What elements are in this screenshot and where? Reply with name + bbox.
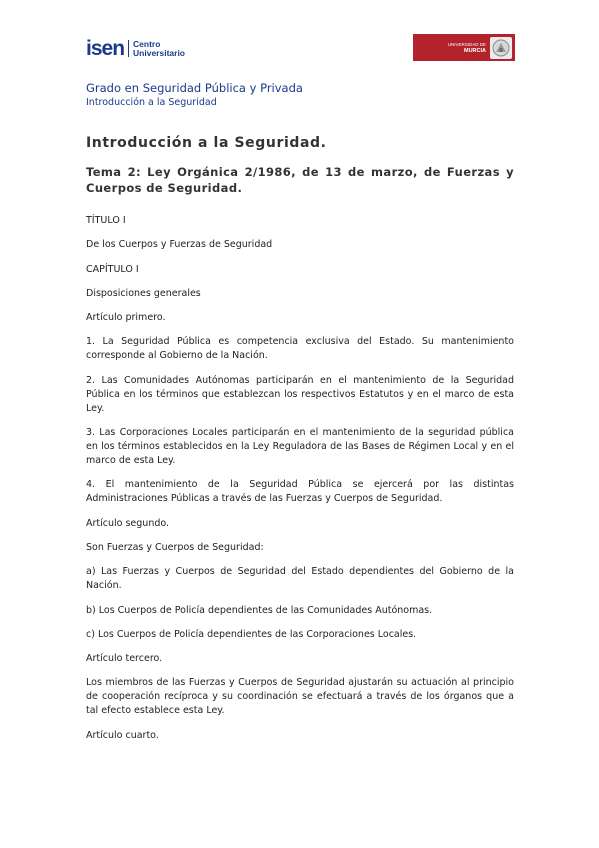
paragraph: Artículo cuarto. <box>86 729 159 741</box>
university-logo-text <box>448 42 486 54</box>
paragraph: Disposiciones generales <box>86 287 201 299</box>
paragraph: CAPÍTULO I <box>86 263 139 275</box>
isen-logo <box>86 38 185 59</box>
paragraph: Son Fuerzas y Cuerpos de Seguridad: <box>86 541 264 553</box>
paragraph: a) Las Fuerzas y Cuerpos de Seguridad del Estado dependientes del Gobierno de la Nación. <box>86 566 514 592</box>
paragraph: De los Cuerpos y Fuerzas de Seguridad <box>86 239 273 251</box>
document-subtitle: Tema 2: Ley Orgánica 2/1986, de 13 de marzo, de Fuerzas y Cuerpos de Seguridad. <box>86 165 514 195</box>
isen-logo-text <box>133 40 185 58</box>
paragraph: 1. La Seguridad Pública es competencia exclusiva del Estado. Su mantenimiento corresponde al Gobierno de la Nación. <box>86 336 514 362</box>
paragraph: b) Los Cuerpos de Policía dependientes de las Comunidades Autónomas. <box>86 604 433 616</box>
paragraph: c) Los Cuerpos de Policía dependientes de las Corporaciones Locales. <box>86 628 417 640</box>
paragraph: 3. Las Corporaciones Locales participarán en el mantenimiento de la seguridad pública en los términos establecidos en la Ley Reguladora de las Bases de Régimen Local y en el marco de esta Ley. <box>86 427 514 467</box>
paragraph: Artículo tercero. <box>86 653 163 665</box>
isen-logo-mark: isen <box>86 37 125 60</box>
course-title: Grado en Seguridad Pública y Privada <box>86 81 303 95</box>
paragraph: TÍTULO I <box>86 215 126 226</box>
paragraph: Los miembros de las Fuerzas y Cuerpos de Seguridad ajustarán su actuación al principio de cooperación recíproca y su coordinación se efectuará a través de los órganos que a tal efecto establece esta Ley. <box>86 677 514 717</box>
isen-logo-divider <box>128 40 129 57</box>
paragraph: 4. El mantenimiento de la Seguridad Pública se ejercerá por las distintas Administraciones Públicas a través de las Fuerzas y Cuerpos de Seguridad. <box>86 479 514 505</box>
document-body <box>86 134 514 753</box>
paragraph: Artículo segundo. <box>86 517 170 529</box>
course-header <box>86 81 303 109</box>
isen-logo-line1: Centro <box>133 38 161 49</box>
document-title: Introducción a la Seguridad. <box>86 135 327 151</box>
course-subject: Introducción a la Seguridad <box>86 97 217 108</box>
isen-logo-line2: Universitario <box>133 47 185 58</box>
university-seal-icon <box>490 37 512 59</box>
paragraph: Artículo primero. <box>86 312 166 324</box>
university-logo-line2: MURCIA <box>464 47 486 54</box>
university-logo <box>413 34 515 61</box>
university-logo-line1: UNIVERSIDAD DE <box>447 41 486 47</box>
paragraph: 2. Las Comunidades Autónomas participarán en el mantenimiento de la Seguridad Pública en los términos que establezcan los respectivos Estatutos y en el marco de esta Ley. <box>86 374 514 414</box>
